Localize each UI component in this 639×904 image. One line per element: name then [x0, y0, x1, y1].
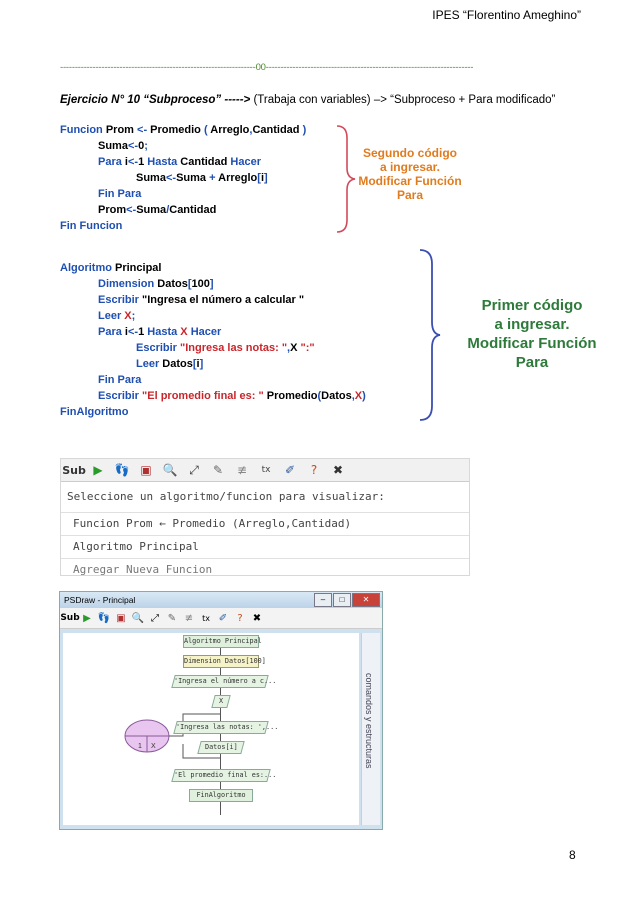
- comment-icon[interactable]: ✎: [167, 612, 177, 624]
- steps-icon[interactable]: 👣: [114, 463, 130, 477]
- window-titlebar: [60, 592, 382, 608]
- window-title: PSDraw - Principal: [64, 595, 136, 605]
- selector-title: Seleccione un algoritmo/funcion para visualizar:: [61, 482, 469, 513]
- flow-input[interactable]: Datos[i]: [197, 741, 244, 754]
- toolbar: [61, 459, 469, 482]
- code-line: Para i<-1 Hasta X Hacer: [98, 326, 222, 338]
- text-icon[interactable]: tx: [202, 613, 210, 623]
- document-header: IPES “Florentino Ameghino”: [432, 8, 581, 22]
- close-icon[interactable]: ✕: [352, 593, 380, 607]
- selector-item-function[interactable]: Funcion Prom ← Promedio (Arreglo,Cantidad): [61, 513, 469, 536]
- right-brace-icon: [418, 248, 442, 423]
- loop-start-label: 1: [138, 743, 142, 750]
- steps-icon[interactable]: 👣: [97, 612, 111, 624]
- save-icon[interactable]: ▣: [140, 463, 152, 477]
- sub-button[interactable]: Sub: [62, 463, 86, 477]
- exercise-title: Ejercicio N° 10 “Subproceso” ----->: [60, 94, 251, 106]
- fit-icon[interactable]: ⤢: [189, 462, 199, 477]
- flow-end[interactable]: FinAlgoritmo: [189, 789, 253, 802]
- flow-loop: [121, 708, 231, 764]
- flow-input[interactable]: X: [211, 695, 230, 708]
- exercise-heading: [60, 94, 555, 106]
- note-second-code: Segundo código a ingresar. Modificar Función Para: [358, 146, 462, 202]
- separator-line: ------------------------------------------------------------------00----------------------------------------------------------------------: [60, 62, 474, 73]
- code-line: Fin Funcion: [60, 220, 123, 232]
- flow-output[interactable]: 'El promedio final es:...: [171, 769, 270, 782]
- close-icon[interactable]: ✖: [252, 612, 262, 624]
- commands-sidebar[interactable]: comandos y estructuras: [361, 633, 380, 825]
- code-line: Leer X;: [98, 310, 136, 322]
- code-line: Prom<-Suma/Cantidad: [98, 204, 217, 216]
- page-number: 8: [569, 848, 576, 862]
- exercise-description: (Trabaja con variables) –> “Subproceso + Para modificado”: [250, 94, 556, 106]
- run-icon[interactable]: ▶: [93, 463, 103, 477]
- code-line: Escribir "El promedio final es: " Promedio(Datos,X): [98, 390, 366, 402]
- code-line: Fin Para: [98, 374, 142, 386]
- maximize-icon[interactable]: □: [333, 593, 351, 607]
- code-line: Funcion Prom <- Promedio ( Arreglo,Cantidad ): [60, 124, 307, 136]
- selector-item-add[interactable]: Agregar Nueva Funcion: [73, 563, 213, 576]
- algorithm-code-block: [60, 260, 366, 420]
- brush-icon[interactable]: ✐: [218, 612, 228, 624]
- code-line: Fin Para: [98, 188, 142, 200]
- flow-start[interactable]: Algoritmo Principal: [183, 635, 259, 648]
- loop-end-label: X: [151, 743, 156, 750]
- code-line: Suma<-0;: [98, 140, 148, 152]
- close-icon[interactable]: ✖: [332, 463, 344, 477]
- code-line: FinAlgoritmo: [60, 406, 129, 418]
- run-icon[interactable]: ▶: [83, 612, 91, 624]
- fit-icon[interactable]: ⤢: [151, 612, 159, 624]
- help-icon[interactable]: ?: [237, 612, 243, 624]
- comment-icon[interactable]: ✎: [212, 463, 224, 477]
- code-line: Suma<-Suma + Arreglo[i]: [136, 172, 268, 184]
- flowchart-canvas: [63, 633, 359, 825]
- algorithm-selector-panel: [60, 458, 470, 576]
- code-line: Escribir "Ingresa las notas: ",X ":": [136, 342, 315, 354]
- text-icon[interactable]: tx: [261, 465, 271, 475]
- psdraw-window: [59, 591, 383, 830]
- flow-output[interactable]: 'Ingresa el número a c...: [171, 675, 268, 688]
- code-line: Para i<-1 Hasta Cantidad Hacer: [98, 156, 261, 168]
- sub-button[interactable]: Sub: [60, 613, 80, 623]
- code-line: Algoritmo Principal: [60, 262, 162, 274]
- code-line: Escribir "Ingresa el número a calcular ": [98, 294, 305, 306]
- flow-output[interactable]: 'Ingresa las notas: ',...: [173, 721, 268, 734]
- minimize-icon[interactable]: –: [314, 593, 332, 607]
- window-toolbar: [60, 608, 382, 629]
- function-code-block: [60, 122, 306, 234]
- code-line: Leer Datos[i]: [136, 358, 204, 370]
- zoom-icon[interactable]: 🔍: [131, 612, 145, 624]
- comment-off-icon[interactable]: ≢: [236, 463, 248, 477]
- zoom-icon[interactable]: 🔍: [162, 463, 178, 477]
- note-first-code: Primer código a ingresar. Modificar Función Para: [467, 297, 597, 371]
- save-icon[interactable]: ▣: [116, 612, 126, 624]
- brush-icon[interactable]: ✐: [284, 463, 296, 477]
- comment-off-icon[interactable]: ≢: [184, 612, 194, 624]
- flow-dimension[interactable]: Dimension Datos[100]: [183, 655, 259, 668]
- code-line: Dimension Datos[100]: [98, 278, 214, 290]
- help-icon[interactable]: ?: [310, 463, 318, 477]
- selector-item-algorithm[interactable]: Algoritmo Principal: [61, 536, 469, 559]
